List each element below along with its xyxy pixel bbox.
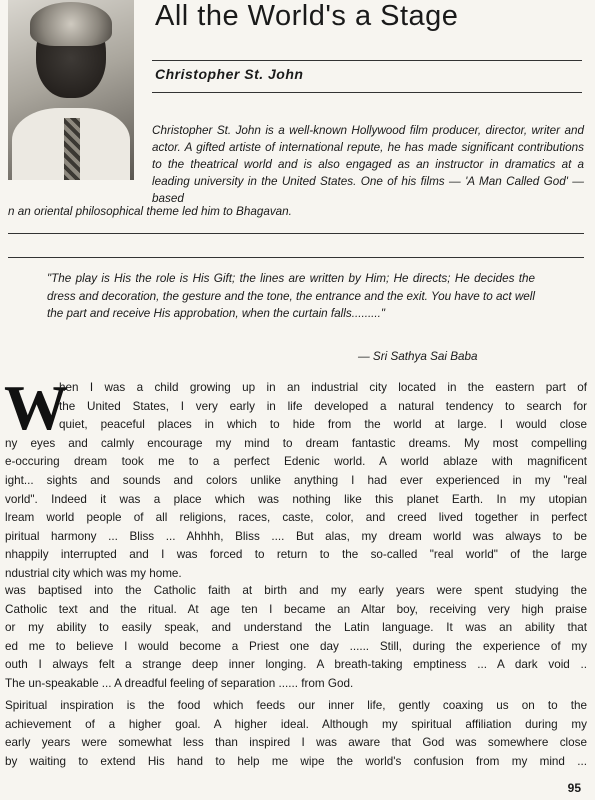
body-paragraph-1 xyxy=(4,372,587,584)
paragraph-line: quiet, peaceful places in which to hide from the world at large. I would close xyxy=(59,418,587,432)
paragraph-line: by waiting to extend His hand to help me wipe the world's confusion from my mind ... xyxy=(5,754,587,768)
quote-divider xyxy=(8,257,584,258)
paragraph-line: The un-speakable ... A dreadful feeling of separation ...... from God. xyxy=(5,676,354,690)
paragraph-line: nhappily interrupted and I was forced to return to the so-called "real world" of the large xyxy=(5,548,587,562)
quote-attribution: — Sri Sathya Sai Baba xyxy=(358,350,478,363)
paragraph-line: Spiritual inspiration is the food which feeds our inner life, gently coaxing us on to the xyxy=(5,699,587,712)
paragraph-line: ed me to believe I would become a Priest one day ...... Still, during the experience of my xyxy=(5,639,587,653)
author-name: Christopher St. John xyxy=(155,66,304,82)
body-paragraph-3 xyxy=(5,697,587,771)
paragraph-line: e-occuring dream took me to a perfect Edenic world. A world ablaze with magnificent xyxy=(5,455,587,469)
bio-divider xyxy=(8,233,584,234)
paragraph-line: Catholic text and the ritual. At age ten I became an Altar boy, receiving very high praise xyxy=(5,602,587,616)
paragraph-line: the United States, I very early in life developed a natural tendency to search for xyxy=(59,399,587,413)
paragraph-line: ight... sights and sounds and colors unlike anything I had ever experienced in my "real xyxy=(5,473,587,487)
paragraph-line: outh I always felt a strange deep inner longing. A breath-taking emptiness ... A dark void .. xyxy=(5,658,587,672)
photo-hair xyxy=(30,2,112,46)
article-title: All the World's a Stage xyxy=(155,0,459,32)
body-paragraph-2 xyxy=(5,582,587,694)
paragraph-line: vorld". Indeed it was a place which was nothing like this planet Earth. In my utopian xyxy=(5,492,587,506)
paragraph-line: ny eyes and calmly encourage my mind to dream fantastic dreams. My most compelling xyxy=(5,436,587,450)
paragraph-line: ndustrial city which was my home. xyxy=(5,566,182,580)
author-bio-continued: n an oriental philosophical theme led him to Bhagavan. xyxy=(8,205,292,218)
page-number: 95 xyxy=(567,781,581,795)
paragraph-line: early years were somewhat less than inspired I was aware that God was somewhere close xyxy=(5,736,587,750)
paragraph-line: piritual harmony ... Bliss ... Ahhhh, Bliss .... But alas, my dream world was always to be xyxy=(5,529,587,543)
paragraph-line: lream world people of all religions, races, caste, color, and creed lived together in perfect xyxy=(5,511,587,525)
photo-tie xyxy=(64,118,80,180)
author-rule-bottom xyxy=(152,92,582,93)
paragraph-line: hen I was a child growing up in an industrial city located in the eastern part of xyxy=(59,381,587,394)
author-rule-top xyxy=(152,60,582,61)
paragraph-line: or my ability to easily speak, and understand the Latin language. It was an ability that xyxy=(5,621,587,635)
paragraph-line: achievement of a higher goal. A higher ideal. Although my spiritual affiliation during my xyxy=(5,717,587,731)
author-photo xyxy=(8,0,134,180)
paragraph-line: was baptised into the Catholic faith at birth and my early years were spent studying the xyxy=(5,584,587,597)
drop-cap: W xyxy=(4,372,68,443)
epigraph-quote: "The play is His the role is His Gift; the lines are written by Him; He directs; He decides the dress and decoration, the gesture and the tone, the entrance and the exit. You have to act well the part and receive His approbation, when the curtain falls........." xyxy=(47,272,535,320)
author-bio: Christopher St. John is a well-known Hollywood film producer, director, writer and actor. A gifted artiste of international repute, he has made significant contributions to the theatrical world and is also engaged as an instructor in dramatics at a leading university in the United States. One of his films — 'A Man Called God' — based xyxy=(152,124,584,205)
